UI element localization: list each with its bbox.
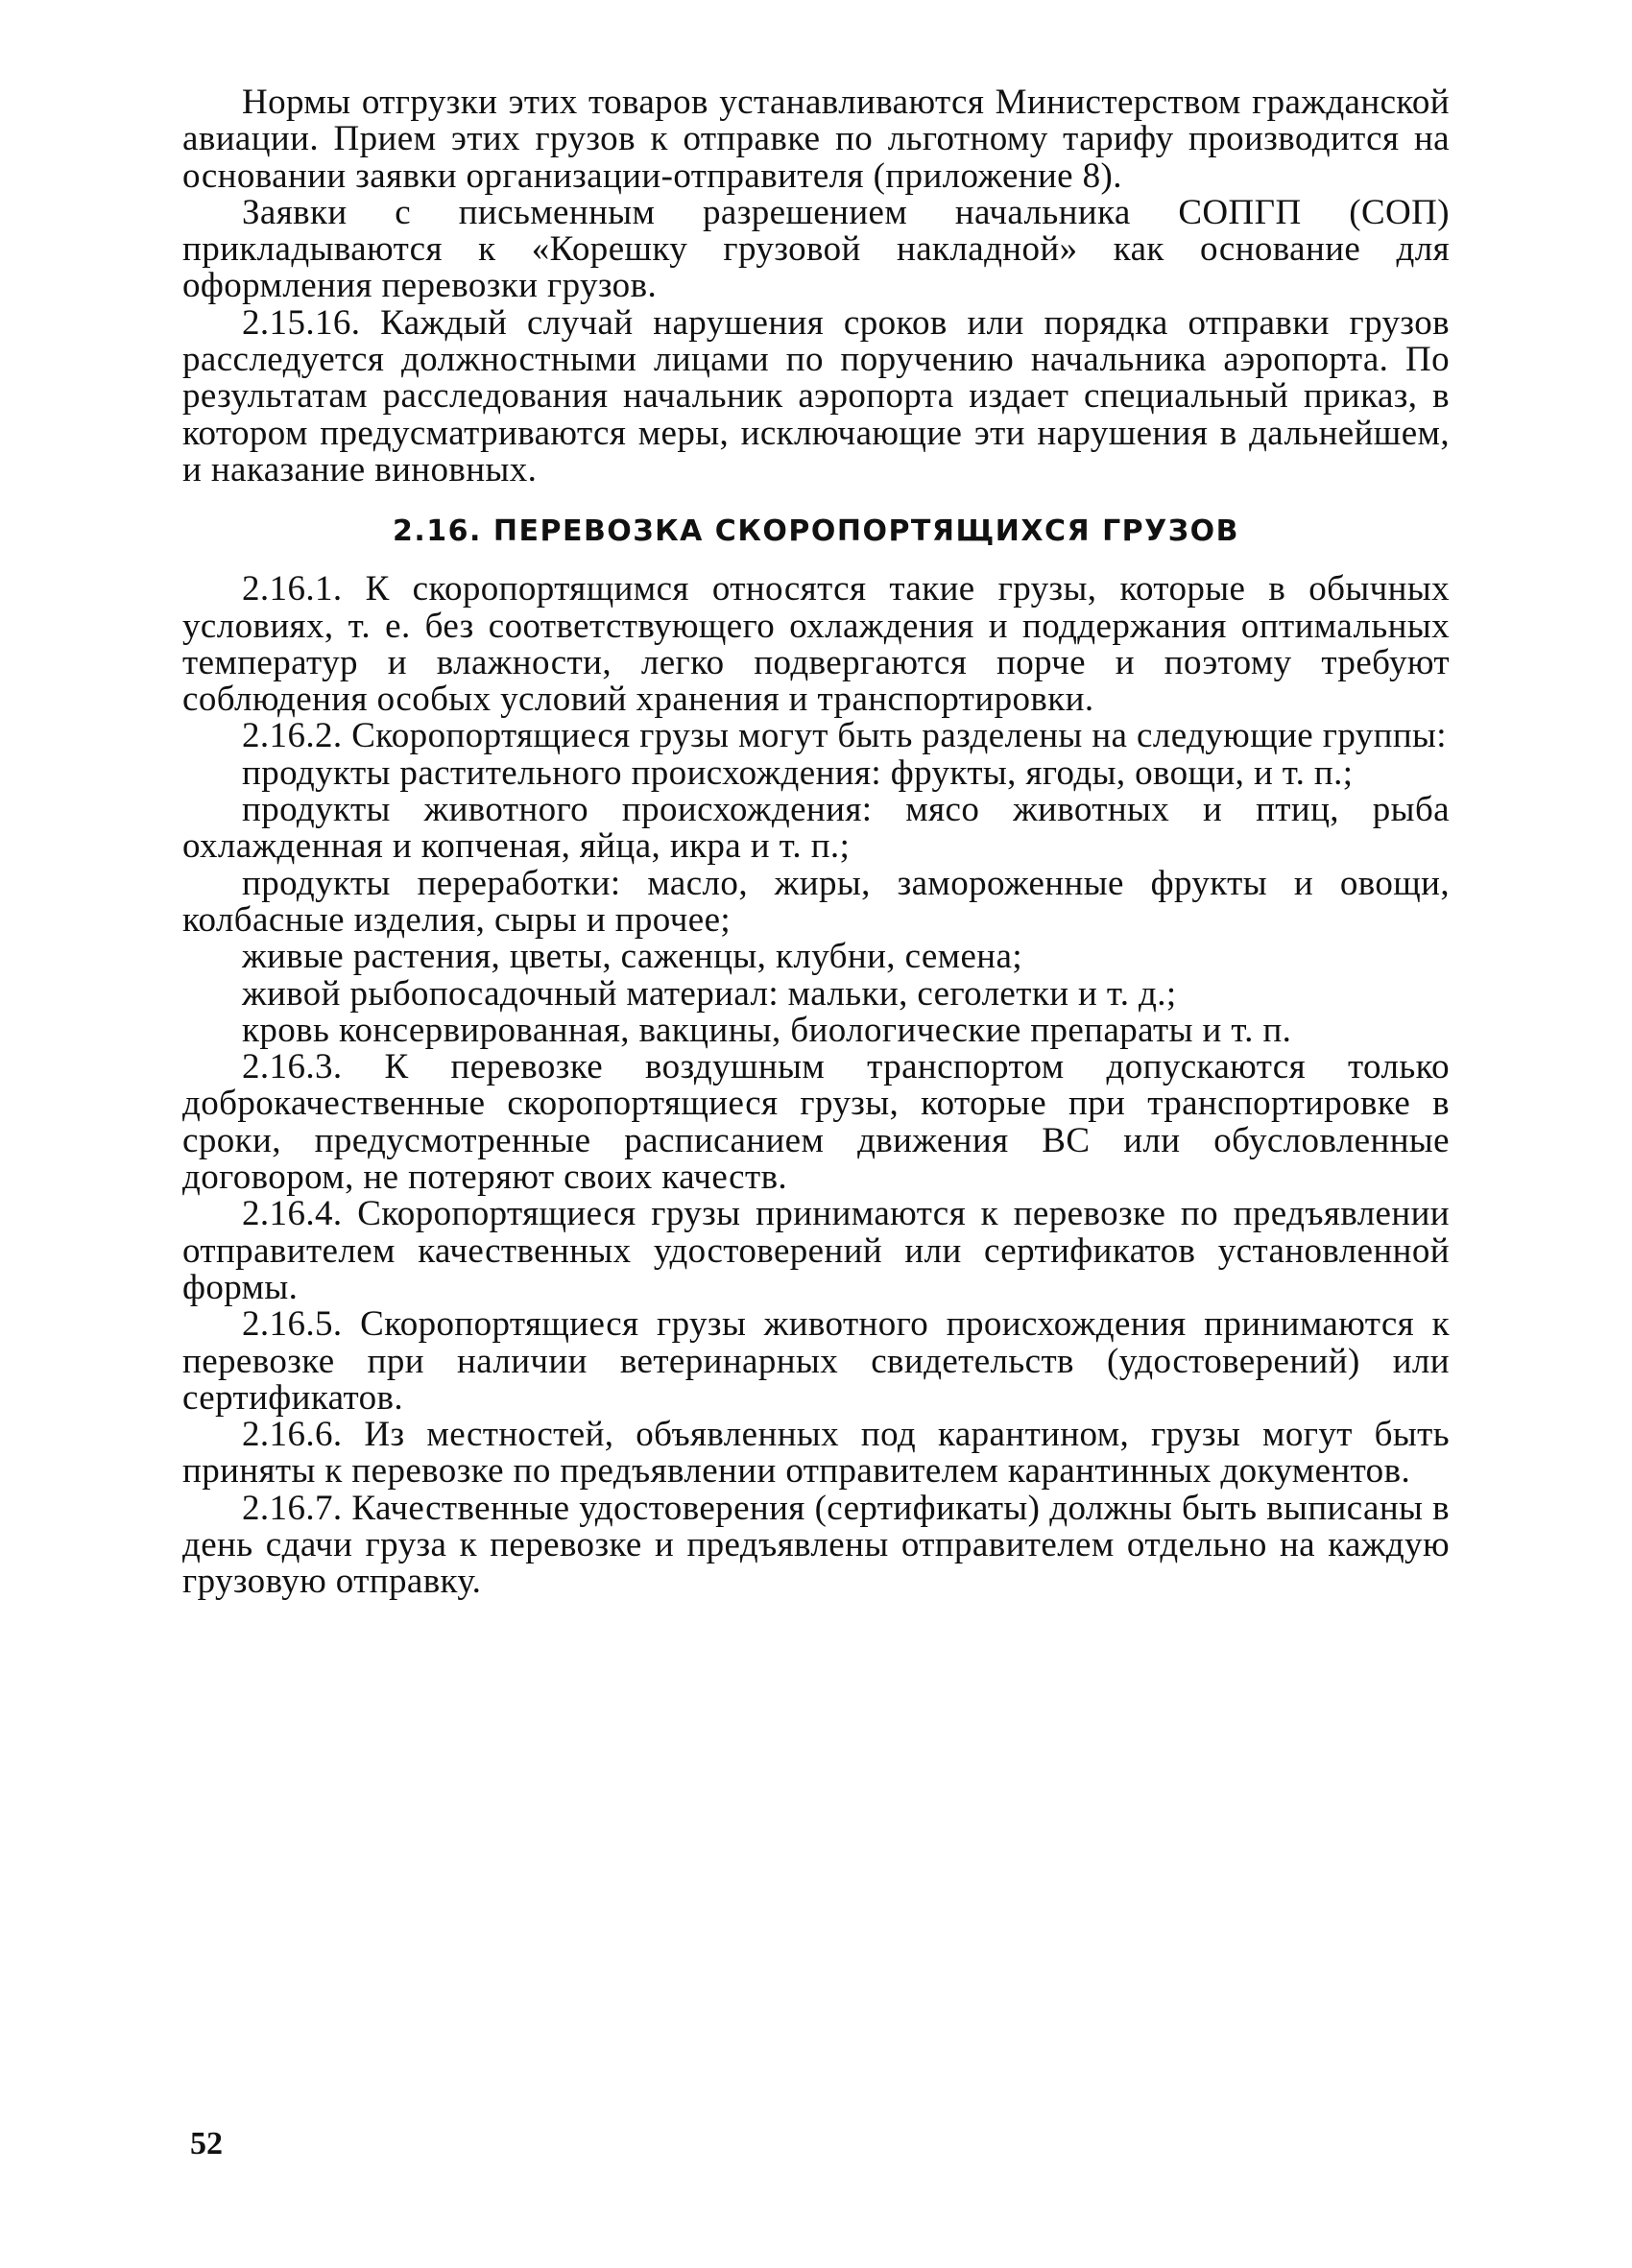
paragraph-2-16-5: 2.16.5. Скоропортящиеся грузы животного происхождения принимаются к перевозке при наличии ветеринарных свидетельств (удостоверений) или сертификатов. <box>182 1304 1450 1418</box>
list-item: кровь консервированная, вакцины, биологические препараты и т. п. <box>242 1010 1292 1050</box>
paragraph-2-16-1: 2.16.1. К скоропортящимся относятся такие грузы, которые в обычных условиях, т. е. без соответствующего охлаждения и поддержания оптимальных температур и влажности, легко подвергаются порче и поэтому требуют соблюдения особых условий хранения и транспортировки. <box>182 569 1450 720</box>
list-item: живой рыбопосадочный материал: мальки, сеголетки и т. д.; <box>242 973 1177 1014</box>
paragraph-2-16-6: 2.16.6. Из местностей, объявленных под карантином, грузы могут быть приняты к перевозке по предъявлении отправителем карантинных документов. <box>182 1415 1450 1492</box>
document-page <box>182 84 1450 1601</box>
list-item: живые растения, цветы, саженцы, клубни, семена; <box>242 937 1022 977</box>
paragraph-cargo-norms: Нормы отгрузки этих товаров устанавливаются Министерством гражданской авиации. Прием этих грузов к отправке по льготному тарифу производится на основании заявки организации-отправителя (приложение 8). <box>182 83 1450 196</box>
paragraph-2-16-2: 2.16.2. Скоропортящиеся грузы могут быть разделены на следующие группы: <box>242 716 1447 756</box>
list-item: продукты переработки: масло, жиры, замороженные фрукты и овощи, колбасные изделия, сыры и прочее; <box>182 863 1450 940</box>
paragraph-2-15-16: 2.15.16. Каждый случай нарушения сроков или порядка отправки грузов расследуется должностными лицами по поручению начальника аэропорта. По результатам расследования начальник аэропорта издает специальный приказ, в котором предусматриваются меры, исключающие эти нарушения в дальнейшем, и наказание виновных. <box>182 302 1450 489</box>
paragraph-2-16-7: 2.16.7. Качественные удостоверения (сертификаты) должны быть выписаны в день сдачи груза к перевозке и предъявлены отправителем отдельно на каждую грузовую отправку. <box>182 1488 1450 1602</box>
section-heading: 2.16. ПЕРЕВОЗКА СКОРОПОРТЯЩИХСЯ ГРУЗОВ <box>393 514 1239 549</box>
page-number: 52 <box>190 2126 223 2161</box>
list-item: продукты животного происхождения: мясо животных и птиц, рыба охлажденная и копченая, яйца, икра и т. п.; <box>182 790 1450 867</box>
groups-list <box>182 752 1450 1050</box>
paragraph-2-16-4: 2.16.4. Скоропортящиеся грузы принимаются к перевозке по предъявлении отправителем качественных удостоверений или сертификатов установленной формы. <box>182 1194 1450 1307</box>
list-item: продукты растительного происхождения: фрукты, ягоды, овощи, и т. п.; <box>242 752 1354 793</box>
paragraph-requests: Заявки с письменным разрешением начальника СОПГП (СОП) прикладываются к «Корешку грузовой накладной» как основание для оформления перевозки грузов. <box>182 192 1450 306</box>
paragraph-2-16-3: 2.16.3. К перевозке воздушным транспортом допускаются только доброкачественные скоропортящиеся грузы, которые при транспортировке в сроки, предусмотренные расписанием движения ВС или обусловленные договором, не потеряют своих качеств. <box>182 1047 1450 1198</box>
